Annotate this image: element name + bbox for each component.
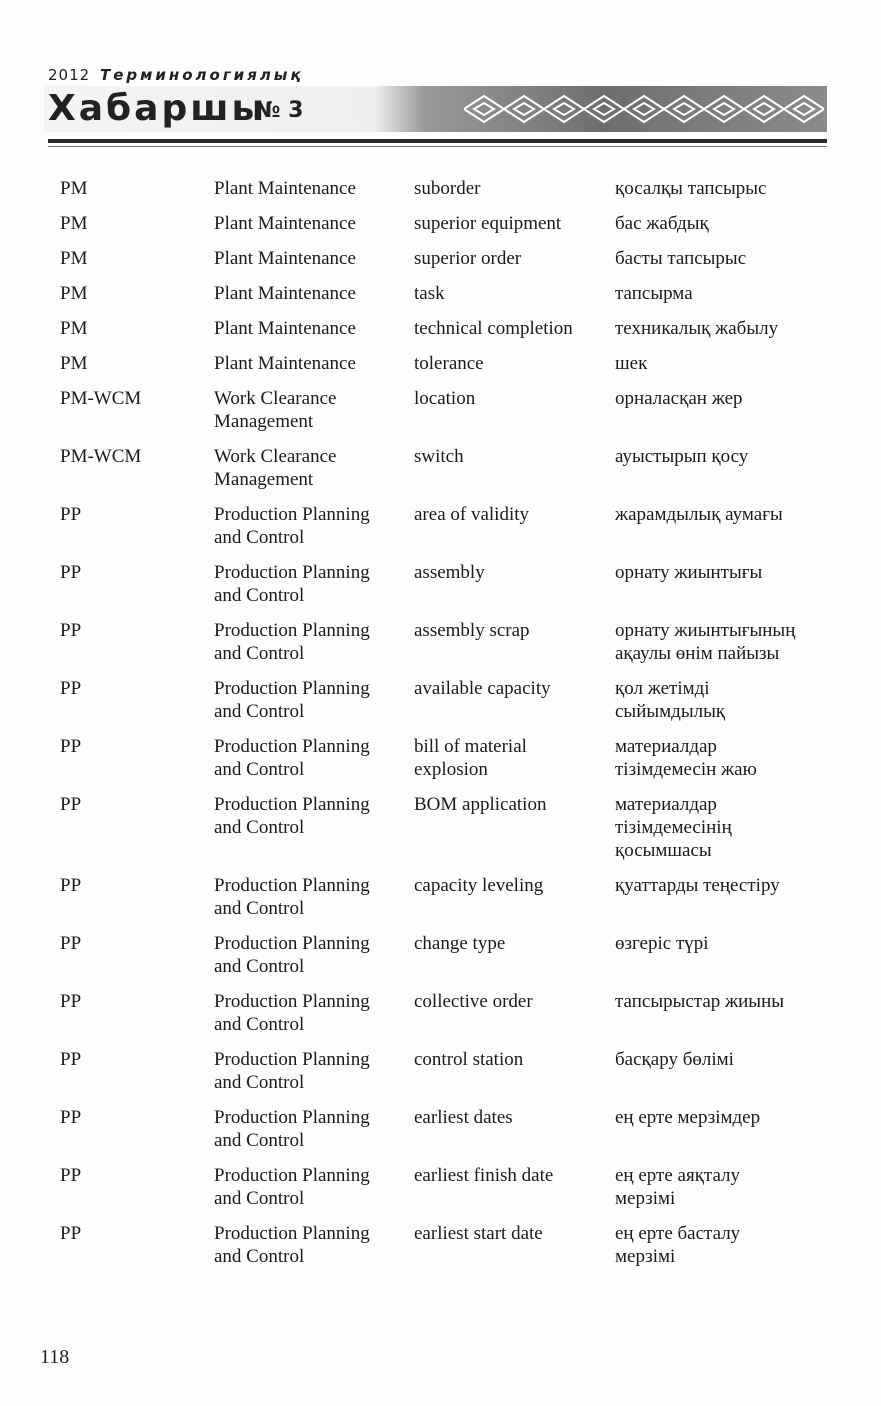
term-area: Production Planning and Control: [214, 736, 370, 780]
term-area: Plant Maintenance: [214, 178, 356, 199]
term-kazakh: шек: [615, 353, 648, 374]
journal-year: 2012: [48, 66, 91, 84]
term-row: [0, 1222, 881, 1280]
term-row: [0, 387, 881, 445]
term-row: [0, 212, 881, 247]
header-rule-thin: [48, 146, 827, 147]
term-kazakh: басты тапсырыс: [615, 248, 747, 269]
term-english: technical completion: [414, 318, 573, 339]
term-module: PM-WCM: [60, 388, 142, 409]
term-kazakh: қосалқы тапсырыс: [615, 178, 767, 199]
term-row: [0, 247, 881, 282]
term-area: Production Planning and Control: [214, 1223, 370, 1267]
term-module: PP: [60, 991, 82, 1012]
term-english: tolerance: [414, 353, 484, 374]
term-kazakh: қуаттарды теңестіру: [615, 875, 780, 896]
term-english: change type: [414, 933, 506, 954]
term-area: Plant Maintenance: [214, 353, 356, 374]
term-module: PM: [60, 318, 88, 339]
term-module: PP: [60, 933, 82, 954]
term-area: Production Planning and Control: [214, 933, 370, 977]
term-row: [0, 503, 881, 561]
term-row: [0, 1048, 881, 1106]
term-area: Work Clearance Management: [214, 446, 337, 490]
term-english: superior order: [414, 248, 522, 269]
term-kazakh: материалдар тізімдемесін жаю: [615, 736, 757, 780]
term-row: [0, 619, 881, 677]
term-kazakh: ауыстырып қосу: [615, 446, 749, 467]
term-english: collective order: [414, 991, 533, 1012]
term-area: Production Planning and Control: [214, 875, 370, 919]
term-module: PP: [60, 504, 82, 525]
term-module: PM-WCM: [60, 446, 142, 467]
term-kazakh: өзгеріс түрі: [615, 933, 709, 954]
journal-banner: [44, 86, 827, 132]
term-module: PP: [60, 736, 82, 757]
term-area: Production Planning and Control: [214, 620, 370, 664]
term-english: capacity leveling: [414, 875, 544, 896]
term-row: [0, 317, 881, 352]
header-rule-thick: [48, 139, 827, 143]
term-module: PP: [60, 1165, 82, 1186]
term-area: Production Planning and Control: [214, 991, 370, 1035]
term-english: assembly scrap: [414, 620, 530, 641]
term-english: assembly: [414, 562, 485, 583]
term-kazakh: тапсырыстар жиыны: [615, 991, 784, 1012]
term-module: PP: [60, 875, 82, 896]
issue-number: № 3: [254, 98, 304, 123]
term-area: Plant Maintenance: [214, 213, 356, 234]
term-kazakh: орнату жиынтығы: [615, 562, 763, 583]
term-english: earliest finish date: [414, 1165, 554, 1186]
term-kazakh: ең ерте басталу мерзімі: [615, 1223, 741, 1267]
term-english: suborder: [414, 178, 481, 199]
term-kazakh: ең ерте аяқталу мерзімі: [615, 1165, 741, 1209]
term-row: [0, 990, 881, 1048]
term-area: Production Planning and Control: [214, 1165, 370, 1209]
term-kazakh: жарамдылық аумағы: [615, 504, 783, 525]
term-kazakh: басқару бөлімі: [615, 1049, 734, 1070]
ornament-pattern: [464, 92, 824, 126]
term-row: [0, 445, 881, 503]
term-english: earliest start date: [414, 1223, 543, 1244]
term-row: [0, 735, 881, 793]
page-number: 118: [40, 1346, 70, 1368]
term-area: Plant Maintenance: [214, 283, 356, 304]
term-kazakh: орналасқан жер: [615, 388, 743, 409]
term-module: PM: [60, 283, 88, 304]
term-row: [0, 1164, 881, 1222]
term-area: Production Planning and Control: [214, 562, 370, 606]
term-english: switch: [414, 446, 464, 467]
term-module: PP: [60, 562, 82, 583]
term-english: control station: [414, 1049, 524, 1070]
term-module: PM: [60, 353, 88, 374]
term-row: [0, 282, 881, 317]
term-module: PP: [60, 794, 82, 815]
term-row: [0, 1106, 881, 1164]
journal-title: Хабаршы: [48, 88, 268, 129]
term-english: location: [414, 388, 476, 409]
term-row: [0, 177, 881, 212]
journal-year-line: [48, 66, 304, 84]
term-module: PP: [60, 1049, 82, 1070]
term-module: PP: [60, 1107, 82, 1128]
term-row: [0, 932, 881, 990]
page-header: [0, 0, 881, 160]
term-kazakh: орнату жиынтығының ақаулы өнім пайызы: [615, 620, 796, 664]
term-english: superior equipment: [414, 213, 562, 234]
term-area: Plant Maintenance: [214, 248, 356, 269]
term-module: PM: [60, 248, 88, 269]
journal-series: Терминологиялық: [99, 66, 304, 84]
term-kazakh: бас жабдық: [615, 213, 709, 234]
term-module: PP: [60, 1223, 82, 1244]
term-area: Plant Maintenance: [214, 318, 356, 339]
term-english: BOM application: [414, 794, 547, 815]
term-row: [0, 793, 881, 874]
term-kazakh: ең ерте мерзімдер: [615, 1107, 761, 1128]
term-english: area of validity: [414, 504, 530, 525]
term-english: task: [414, 283, 445, 304]
term-module: PM: [60, 178, 88, 199]
term-row: [0, 561, 881, 619]
term-english: available capacity: [414, 678, 551, 699]
term-module: PP: [60, 678, 82, 699]
term-row: [0, 677, 881, 735]
term-kazakh: қол жетімді сыйымдылық: [615, 678, 726, 722]
term-english: bill of material explosion: [414, 736, 527, 780]
terms-list: [0, 177, 881, 1280]
term-english: earliest dates: [414, 1107, 513, 1128]
term-row: [0, 352, 881, 387]
term-area: Production Planning and Control: [214, 678, 370, 722]
term-area: Production Planning and Control: [214, 504, 370, 548]
term-kazakh: материалдар тізімдемесінің қосымшасы: [615, 794, 732, 861]
term-area: Work Clearance Management: [214, 388, 337, 432]
term-area: Production Planning and Control: [214, 1049, 370, 1093]
term-area: Production Planning and Control: [214, 1107, 370, 1151]
term-area: Production Planning and Control: [214, 794, 370, 838]
term-module: PP: [60, 620, 82, 641]
term-kazakh: техникалық жабылу: [615, 318, 779, 339]
term-row: [0, 874, 881, 932]
term-module: PM: [60, 213, 88, 234]
term-kazakh: тапсырма: [615, 283, 693, 304]
